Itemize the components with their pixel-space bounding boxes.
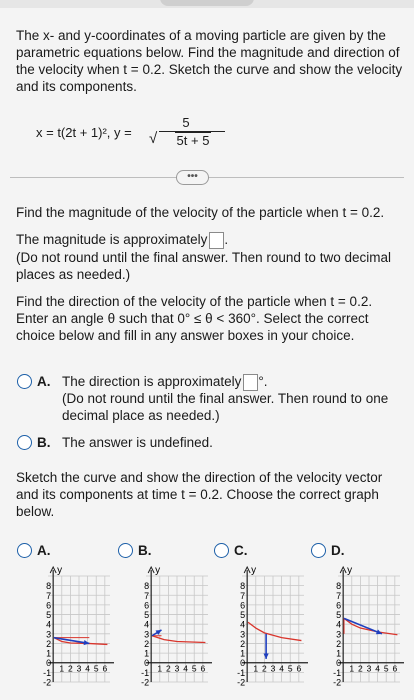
question-2-prompt: Find the direction of the velocity of the particle when t = 0.2. Enter an angle θ such that 0° ≤ θ < 360°. Select the correct choice below and fill in any answer boxes in your choice. [16, 294, 373, 343]
x-tick-label: 2 [262, 663, 267, 674]
option-a-radio[interactable] [17, 374, 32, 389]
x-tick-label: 1 [59, 663, 65, 674]
graph-option-c-radio[interactable] [214, 543, 229, 558]
velocity-vector [344, 618, 382, 633]
option-a-text [62, 373, 402, 391]
graph-option-d-radio[interactable] [311, 543, 326, 558]
graph-d[interactable] [318, 562, 410, 692]
x-tick-label: 6 [296, 663, 302, 674]
y-tick-label: 1 [46, 648, 52, 659]
x-tick-label: 4 [183, 663, 188, 674]
expand-button[interactable]: ••• [176, 170, 209, 185]
y-tick-label: 7 [144, 590, 150, 601]
graph-option-d-letter: D. [331, 543, 345, 558]
x-tick-label: 6 [392, 663, 398, 674]
question-3-prompt: Sketch the curve and show the direction of the velocity vector and its components at time t = 0.2. Choose the correct graph below. [16, 470, 383, 519]
answer-lead-text: The magnitude is approximately [16, 232, 208, 247]
equation-y-fraction [147, 114, 225, 149]
parametric-equations [36, 114, 236, 150]
direction-answer-box[interactable] [243, 374, 258, 391]
x-tick-label: 1 [157, 663, 163, 674]
option-b-letter: B. [37, 435, 51, 450]
x-tick-label: 1 [253, 663, 259, 674]
y-tick-label: 5 [46, 610, 52, 621]
y-axis-label: y [347, 565, 353, 576]
y-tick-label: 6 [336, 600, 342, 611]
y-axis-label: y [155, 565, 161, 576]
x-tick-label: 3 [76, 663, 82, 674]
y-tick-label: 4 [46, 619, 52, 630]
fraction-numerator: 5 [182, 115, 190, 130]
y-tick-label: 2 [46, 638, 52, 649]
y-tick-label: -1 [237, 667, 246, 678]
graph-option-b-radio[interactable] [118, 543, 133, 558]
y-axis-label: y [251, 565, 257, 576]
y-tick-label: -1 [43, 667, 52, 678]
graph-option-b-letter: B. [138, 543, 152, 558]
answer-tail-text: . [224, 232, 229, 247]
x-tick-label: 6 [102, 663, 108, 674]
radicand: 5t + 5 [176, 133, 210, 148]
x-tick-label: 5 [191, 663, 197, 674]
question-1-note: (Do not round until the final answer. Then round to two decimal places as needed.) [16, 250, 391, 282]
option-a-lead: The direction is approximately [62, 374, 242, 389]
x-tick-label: 6 [200, 663, 206, 674]
x-tick-label: 5 [93, 663, 99, 674]
y-tick-label: 0 [46, 658, 52, 669]
option-a-unit: °. [258, 374, 268, 389]
graph-a[interactable] [28, 562, 118, 692]
graph-c[interactable] [222, 562, 312, 692]
graph-option-a-radio[interactable] [17, 543, 32, 558]
y-tick-label: 4 [144, 619, 150, 630]
graph-option-a-letter: A. [37, 543, 51, 558]
y-tick-label: -2 [237, 677, 246, 688]
header-tab [160, 0, 254, 6]
y-tick-label: 4 [336, 619, 342, 630]
y-tick-label: -2 [333, 677, 342, 688]
y-tick-label: 7 [240, 590, 246, 601]
y-tick-label: 7 [46, 590, 52, 601]
y-tick-label: 7 [336, 590, 342, 601]
y-tick-label: 5 [144, 610, 150, 621]
problem-statement: The x- and y-coordinates of a moving particle are given by the parametric equations below. Find the magnitude and direction of the velocity when t = 0.2. Sketch the curve and show the velocity and its components. [16, 28, 403, 94]
y-tick-label: 4 [240, 619, 246, 630]
y-tick-label: 2 [336, 638, 342, 649]
y-tick-label: 8 [336, 581, 342, 592]
x-tick-label: 2 [358, 663, 363, 674]
y-tick-label: 1 [144, 648, 150, 659]
option-b-radio[interactable] [17, 435, 32, 450]
x-tick-label: 3 [366, 663, 372, 674]
x-tick-label: 5 [287, 663, 293, 674]
x-tick-label: 3 [174, 663, 180, 674]
x-tick-label: 1 [349, 663, 355, 674]
x-tick-label: 2 [166, 663, 171, 674]
sqrt-icon: √ [149, 130, 158, 147]
y-tick-label: 0 [336, 658, 342, 669]
y-tick-label: 8 [46, 581, 52, 592]
question-1-prompt: Find the magnitude of the velocity of the particle when t = 0.2. [16, 205, 385, 220]
graph-option-c-letter: C. [234, 543, 248, 558]
y-tick-label: 6 [46, 600, 52, 611]
x-tick-label: 2 [68, 663, 73, 674]
y-tick-label: 3 [46, 629, 52, 640]
x-tick-label: 3 [270, 663, 276, 674]
option-a-note: (Do not round until the final answer. Then round to one decimal place as needed.) [62, 391, 389, 423]
y-tick-label: 1 [240, 648, 246, 659]
y-tick-label: -1 [333, 667, 342, 678]
option-a-letter: A. [37, 374, 51, 389]
y-tick-label: 0 [240, 658, 246, 669]
x-tick-label: 4 [279, 663, 284, 674]
equation-x: x = t(2t + 1)², y = [36, 125, 132, 140]
y-tick-label: 3 [336, 629, 342, 640]
x-tick-label: 4 [375, 663, 380, 674]
y-tick-label: 0 [144, 658, 150, 669]
y-tick-label: 6 [240, 600, 246, 611]
y-tick-label: 3 [240, 629, 246, 640]
y-axis-label: y [57, 565, 63, 576]
y-tick-label: 8 [144, 581, 150, 592]
top-bar [0, 0, 414, 8]
x-tick-label: 5 [383, 663, 389, 674]
y-tick-label: -1 [141, 667, 150, 678]
x-tick-label: 4 [85, 663, 90, 674]
y-tick-label: -2 [43, 677, 52, 688]
y-tick-label: 6 [144, 600, 150, 611]
y-tick-label: 5 [240, 610, 246, 621]
y-tick-label: -2 [141, 677, 150, 688]
y-tick-label: 2 [144, 638, 150, 649]
y-tick-label: 1 [336, 648, 342, 659]
y-tick-label: 8 [240, 581, 246, 592]
graph-b[interactable] [126, 562, 216, 692]
magnitude-answer-box[interactable] [209, 232, 224, 249]
y-tick-label: 5 [336, 610, 342, 621]
y-tick-label: 3 [144, 629, 150, 640]
question-1-answer [16, 231, 404, 249]
option-b-text: The answer is undefined. [62, 435, 213, 450]
y-tick-label: 2 [240, 638, 246, 649]
fraction-denominator [147, 132, 225, 149]
